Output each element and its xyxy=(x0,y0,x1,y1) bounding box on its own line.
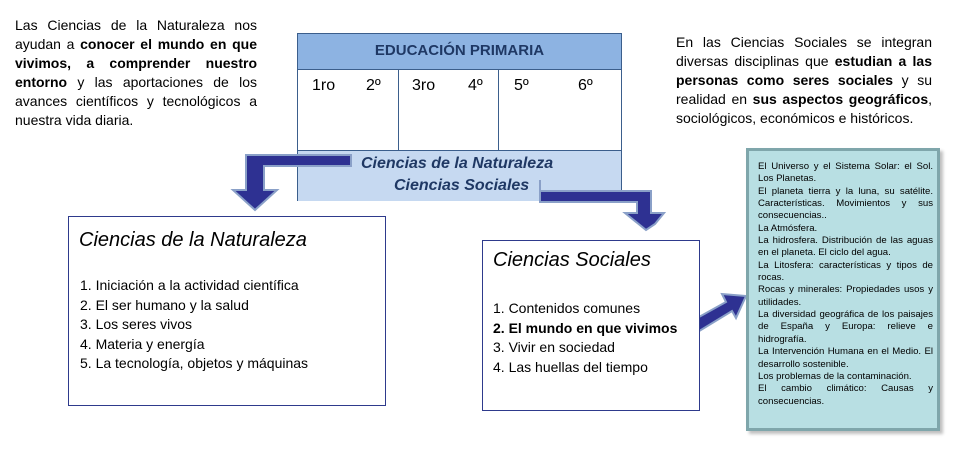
right-text-1: En las Ciencias Sociales se integran diversas disciplinas que xyxy=(676,34,932,69)
list-item: 5. La tecnología, objetos y máquinas xyxy=(80,355,309,372)
left-text-2: y las aportaciones de los avances científicos y tecnológicos a nuestra vida diaria. xyxy=(15,74,257,128)
grade-4: 4º xyxy=(468,77,483,94)
left-bold-1: conocer el mundo en que vivimos, a comprender nuestro entorno xyxy=(15,36,257,90)
list-item: 4. Las huellas del tiempo xyxy=(493,358,648,375)
detail-list xyxy=(758,161,933,408)
right-bold-2: sus aspectos geográficos xyxy=(752,91,929,107)
list-item: 3. Los seres vivos xyxy=(80,316,193,333)
list-item: La Litosfera: características y tipos de rocas. xyxy=(758,259,933,284)
social-sciences-list xyxy=(493,299,677,377)
grade-1: 1ro xyxy=(312,77,336,94)
list-item: La hidrosfera. Distribución de las aguas en el planeta. El ciclo del agua. xyxy=(758,235,933,259)
social-sciences-box xyxy=(482,240,700,411)
grade-6: 6º xyxy=(578,77,593,94)
table-header: EDUCACIÓN PRIMARIA xyxy=(298,34,621,70)
social-sciences-title: Ciencias Sociales xyxy=(493,249,651,271)
list-item: El planeta tierra y la luna, su satélite. Características. Movimientos y sus consecuencias.. xyxy=(758,185,933,222)
natural-sciences-list xyxy=(80,276,308,374)
list-item: El cambio climático: Causas y consecuencias. xyxy=(758,383,933,407)
list-item: 2. El ser humano y la salud xyxy=(80,296,249,313)
subject-social-sciences: Ciencias Sociales xyxy=(394,177,530,194)
list-item: La Intervención Humana en el Medio. El desarrollo sostenible. xyxy=(758,346,933,370)
arrow-to-natural-sciences xyxy=(233,155,351,210)
left-text-1: Las Ciencias de la Naturaleza nos ayudan a xyxy=(15,17,257,52)
natural-sciences-box xyxy=(68,216,386,406)
grade-5: 5º xyxy=(514,77,529,94)
list-item: 1. Contenidos comunes xyxy=(493,300,641,316)
list-item: La Atmósfera. xyxy=(758,222,818,234)
list-item: 1. Iniciación a la actividad científica xyxy=(80,277,299,293)
right-text-3: , sociológicos, económicos e históricos. xyxy=(676,91,933,126)
list-item: Los problemas de la contaminación. xyxy=(758,370,912,382)
right-text-2: y su realidad en xyxy=(676,72,932,107)
list-item: 2. El mundo en que vivimos xyxy=(493,319,678,336)
right-bold-1: estudian a las personas como seres sociales xyxy=(676,53,933,88)
list-item: 4. Materia y energía xyxy=(80,335,205,352)
grade-3: 3ro xyxy=(412,77,436,94)
natural-sciences-title: Ciencias de la Naturaleza xyxy=(79,229,307,251)
list-item: 3. Vivir en sociedad xyxy=(493,339,615,356)
list-item: El Universo y el Sistema Solar: el Sol. Los Planetas. xyxy=(758,161,933,185)
list-item: Rocas y minerales: Propiedades usos y utilidades. xyxy=(758,284,933,308)
arrow-to-social-sciences xyxy=(540,180,664,230)
list-item: La diversidad geográfica de los paisajes de España y Europa: relieve e hidrografía. xyxy=(758,309,933,345)
world-we-live-in-details xyxy=(746,148,940,431)
subject-natural-sciences: Ciencias de la Naturaleza xyxy=(361,155,554,172)
grade-2: 2º xyxy=(366,77,381,94)
